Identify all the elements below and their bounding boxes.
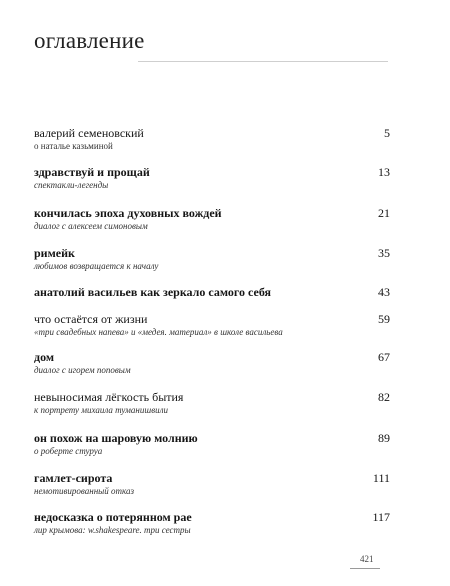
entry-subtitle: спектакли-легенды xyxy=(34,180,109,190)
entry-title: дом xyxy=(34,350,55,364)
toc-entry xyxy=(34,312,390,338)
page-number: 421 xyxy=(360,554,374,564)
entry-title: римейк xyxy=(34,246,75,260)
entry-subtitle: о наталье казьминой xyxy=(34,141,113,151)
entry-page-number: 111 xyxy=(372,471,390,485)
toc-entry xyxy=(34,206,390,232)
toc-entry xyxy=(34,390,390,416)
entry-subtitle: лир крымова: w.shakespeare. три сестры xyxy=(34,525,191,535)
entry-page-number: 117 xyxy=(372,510,390,524)
entry-subtitle: любимов возвращается к началу xyxy=(34,261,159,271)
entry-page-number: 13 xyxy=(378,165,390,179)
entry-page-number: 21 xyxy=(378,206,390,220)
toc-entry xyxy=(34,431,390,457)
toc-entry xyxy=(34,126,390,152)
entry-subtitle: диалог с игорем поповым xyxy=(34,365,131,375)
entry-title: он похож на шаровую молнию xyxy=(34,431,198,445)
entry-subtitle: к портрету михаила туманишвили xyxy=(34,405,169,415)
entry-title: что остаётся от жизни xyxy=(34,312,148,326)
entry-title: невыносимая лёгкость бытия xyxy=(34,390,184,404)
toc-entry xyxy=(34,165,390,191)
folio-rule xyxy=(350,568,380,569)
entry-page-number: 35 xyxy=(378,246,390,260)
entry-title: анатолий васильев как зеркало самого себя xyxy=(34,285,272,299)
entry-title: недосказка о потерянном рае xyxy=(34,510,192,524)
toc-entry xyxy=(34,285,390,299)
entry-subtitle: «три свадебных напева» и «медея. материал» в школе васильева xyxy=(34,327,283,337)
entry-subtitle: диалог с алексеем симоновым xyxy=(34,221,148,231)
title-divider xyxy=(138,61,388,62)
entry-page-number: 43 xyxy=(378,285,390,299)
entry-page-number: 67 xyxy=(378,350,390,364)
entry-subtitle: немотивированный отказ xyxy=(34,486,135,496)
toc-entry xyxy=(34,471,390,497)
page-title: оглавление xyxy=(34,28,145,53)
entry-subtitle: о роберте стуруа xyxy=(34,446,103,456)
toc-entry xyxy=(34,510,390,536)
entry-page-number: 59 xyxy=(378,312,390,326)
entry-page-number: 5 xyxy=(384,126,390,140)
toc-entry xyxy=(34,350,390,376)
toc-entry xyxy=(34,246,390,272)
entry-title: валерий семеновский xyxy=(34,126,144,140)
entry-title: гамлет-сирота xyxy=(34,471,113,485)
entry-page-number: 82 xyxy=(378,390,390,404)
entry-page-number: 89 xyxy=(378,431,390,445)
entry-title: здравствуй и прощай xyxy=(34,165,150,179)
entry-title: кончилась эпоха духовных вождей xyxy=(34,206,222,220)
